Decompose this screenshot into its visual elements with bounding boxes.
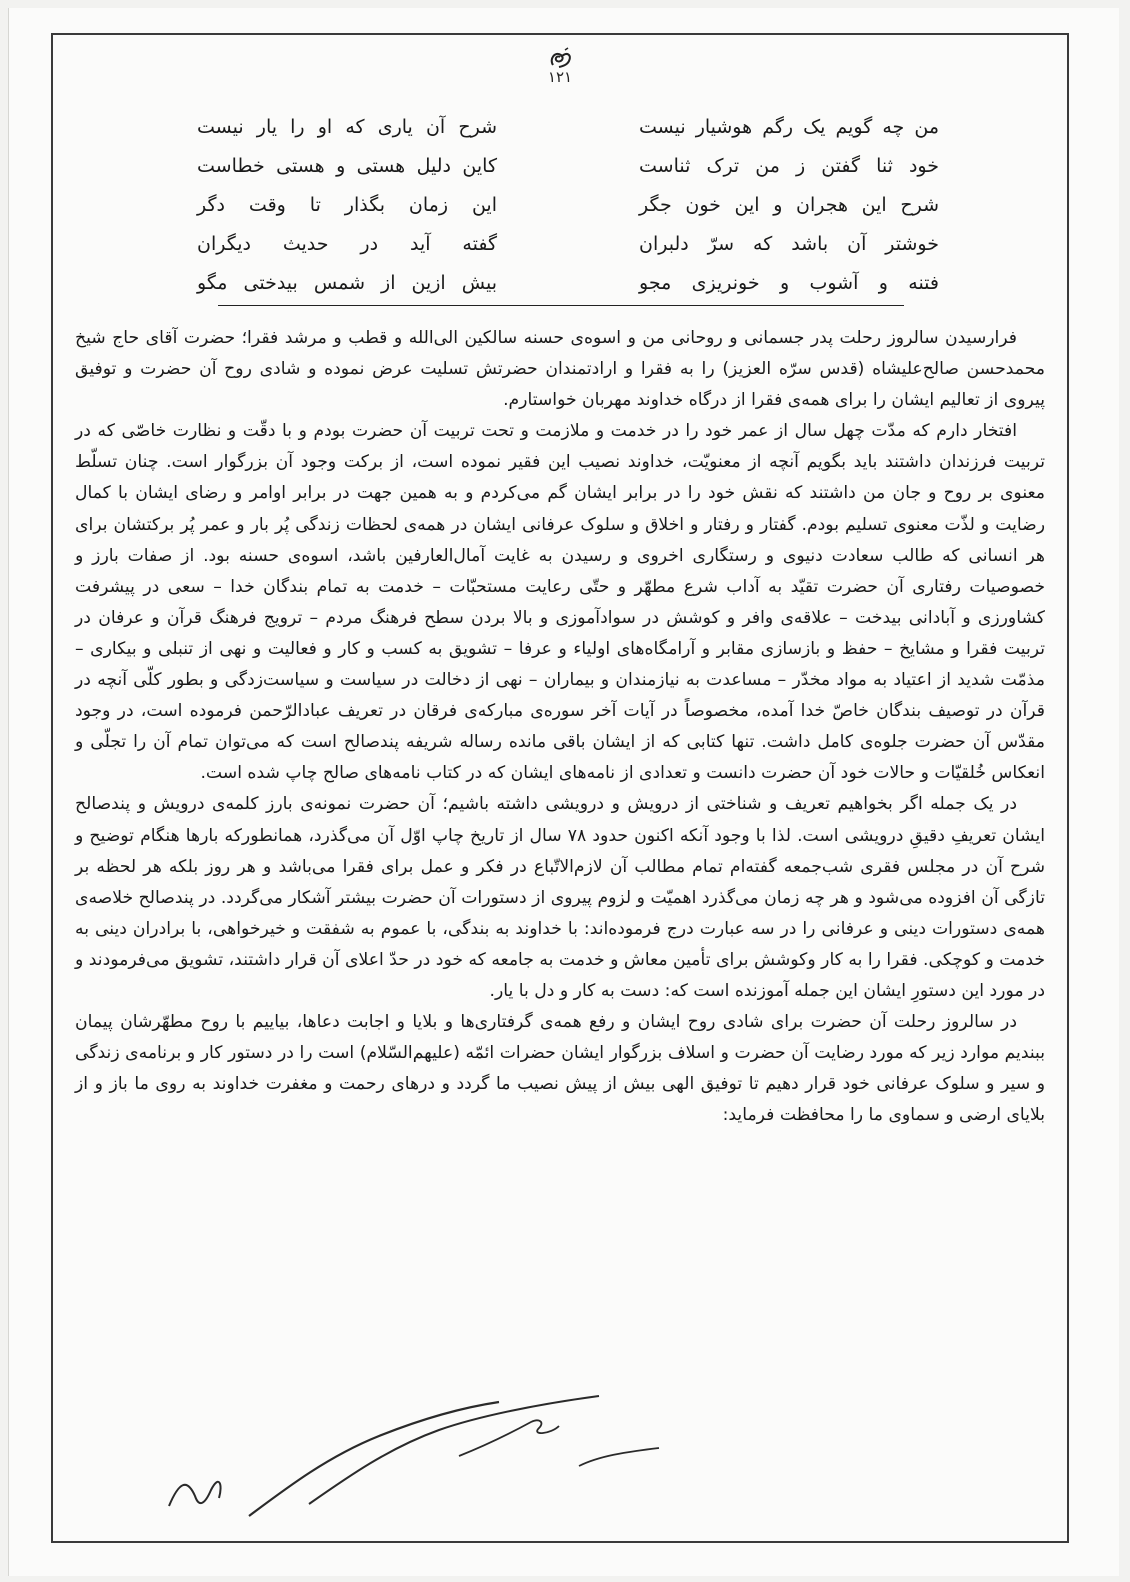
paragraph: فرارسیدن سالروز رحلت پدر جسمانی و روحانی من و اسوه‌ی حسنه سالکین الی‌الله و قطب و مرشد فقرا؛ حضرت آقای حاج شیخ محمدحسن صالح‌علیشاه (قدس سرّه العزیز) را به فقرا و ارادتمندان حضرتش تسلیت عرض نموده و شادی روح آن حضرت و توفیق پیروی از تعالیم ایشان را برای همه‌ی فقرا از درگاه خداوند مهربان خواستارم. [75, 328, 1045, 411]
poem-divider-line [218, 305, 904, 306]
poem-block [53, 110, 1067, 305]
poem-hemistich-left: بیش ازین از شمس بیدختی مگو [197, 272, 497, 294]
poem-hemistich-left: شرح آن یاری که او را یار نیست [197, 116, 497, 138]
poem-hemistich-left: کاین دلیل هستی و هستی خطاست [197, 155, 497, 177]
poem-couplet [53, 227, 1067, 266]
poem-hemistich-left: این زمان بگذار تا وقت دگر [197, 194, 497, 216]
body-text [75, 323, 1045, 1131]
poem-couplet [53, 266, 1067, 305]
poem-couplet [53, 149, 1067, 188]
poem-hemistich-right: شرح این هجران و این خون جگر [639, 194, 939, 216]
poem-couplet [53, 110, 1067, 149]
page-number: ۱۲۱ [547, 68, 573, 86]
poem-hemistich-left: گفته آید در حدیث دیگران [197, 233, 497, 255]
header-emblem [53, 47, 1067, 85]
paragraph: در یک جمله اگر بخواهیم تعریف و شناختی از درویش و درویشی داشته باشیم؛ آن حضرت نمونه‌ی بارز کلمه‌ی درویش و پندصالح ایشان تعریفِ دقیقِ درویشی است. لذا با وجود آنکه اکنون حدود ۷۸ سال از تاریخ چاپ اوّل آن می‌گذرد، همانطورکه بارها هنگام توضیح و شرح آن در مجلس فقری شب‌جمعه گفته‌ام تمام مطالب آن لازم‌الاتّباع در فکر و عمل برای فقرا می‌باشد و هر روز بلکه هر لحظه بر تازگی آن افزوده می‌شود و هر چه زمان می‌گذرد اهمیّت و لزوم پیروی از دستورات آن حضرت بیشتر آشکار می‌گردد. در پندصالح خلاصه‌ی همه‌ی دستورات دینی و عرفانی را در سه عبارت درج فرموده‌اند: با خداوند به بندگی، با عموم به شفقت و خیرخواهی، با برادران دینی به خدمت و کوچکی. فقرا را به کار وکوشش برای تأمین معاش و خدمت به جامعه که خود در حدّ اعلای آن قرار داشتند، تشویق می‌فرمودند و در مورد این دستورِ ایشان این جمله آموزنده است که: دست به کار و دل با یار. [75, 794, 1046, 1001]
paragraph: در سالروز رحلت آن حضرت برای شادی روح ایشان و رفع همه‌ی گرفتاری‌ها و بلایا و اجابت دعاها، بیاییم با روح مطهّرشان پیمان ببندیم موارد زیر که مورد رضایت آن حضرت و اسلاف بزرگوار ایشان حضرات ائمّه (علیهم‌السّلام) است را در دستور کار و برنامه‌ی زندگی و سیر و سلوک عرفانی خود قرار دهیم تا توفیق الهی بیش از پیش نصیب ما گردد و درهای رحمت و مغفرت خداوند به روی ما باز و از بلایای ارضی و سماوی ما را محافظت فرماید: [75, 1012, 1045, 1126]
paper-sheet [8, 8, 1119, 1576]
page-border [51, 33, 1069, 1543]
paragraph: افتخار دارم که مدّت چهل سال از عمر خود را در خدمت و ملازمت و تحت تربیت آن حضرت بودم و با دقّت و نظارت خاصّی که در تربیت فرزندان داشتند باید بگویم آنچه از معنویّت، خداوند نصیب این فقیر نموده است، از برکت وجود آن بزرگوار است. چنان تسلّط معنوی بر روح و جان من داشتند که نقش خود را در برابر ایشان گم می‌کردم و به همین جهت در برابر اوامر و رضای ایشان با کمال رضایت و لذّت معنوی تسلیم بودم. گفتار و رفتار و اخلاق و سلوک عرفانی ایشان در همه‌ی لحظات زندگی پُر بار و عمر پُر برکتشان برای هر انسانی که طالب سعادت دنیوی و رستگاری اخروی و رسیدن به غایت آمال‌العارفین باشد، اسوه‌ی حسنه بود. از صفات بارز و خصوصیات رفتاری آن حضرت تقیّد به آداب شرع مطهّر و حتّی رعایت مستحبّات – خدمت به تمام بندگان خدا – سعی در پیشرفت کشاورزی و آبادانی بیدخت – علاقه‌ی وافر و کوشش در سوادآموزی و بالا بردن سطح فرهنگ مردم – ترویج فرهنگ قرآن و عرفان در تربیت فقرا و مشایخ – حفظ و بازسازی مقابر و آرامگاه‌های اولیاء و عرفا – تشویق به کسب و کار و فعالیت و نهی از تنبلی و بیکاری – مذمّت شدید از اعتیاد به مواد مخدّر – مساعدت به نیازمندان و بیماران – نهی از دخالت در سیاست و سیاست‌زدگی و بطور کلّی آنچه در قرآن در توصیف بندگان خاصّ خدا آمده، مخصوصاً در آیات آخر سوره‌ی مبارکه‌ی فرقان در تعریف عبادالرّحمن فرموده است، در وجود مقدّس آن حضرت جلوه‌ی کامل داشت. تنها کتابی که از ایشان باقی مانده رساله شریفه پندصالح است که می‌توان تمام آن را تجلّی و انعکاس خُلقیّات و حالات خود آن حضرت دانست و تعدادی از نامه‌های ایشان که در کتاب نامه‌های صالح چاپ شده است. [75, 421, 1045, 784]
poem-hemistich-right: فتنه و آشوب و خونریزی مجو [639, 272, 939, 294]
poem-hemistich-right: خود ثنا گفتن ز من ترک ثناست [639, 155, 939, 177]
poem-couplet [53, 188, 1067, 227]
poem-hemistich-right: خوشتر آن باشد که سرّ دلبران [639, 233, 939, 255]
poem-hemistich-right: من چه گویم یک رگم هوشیار نیست [639, 116, 939, 138]
